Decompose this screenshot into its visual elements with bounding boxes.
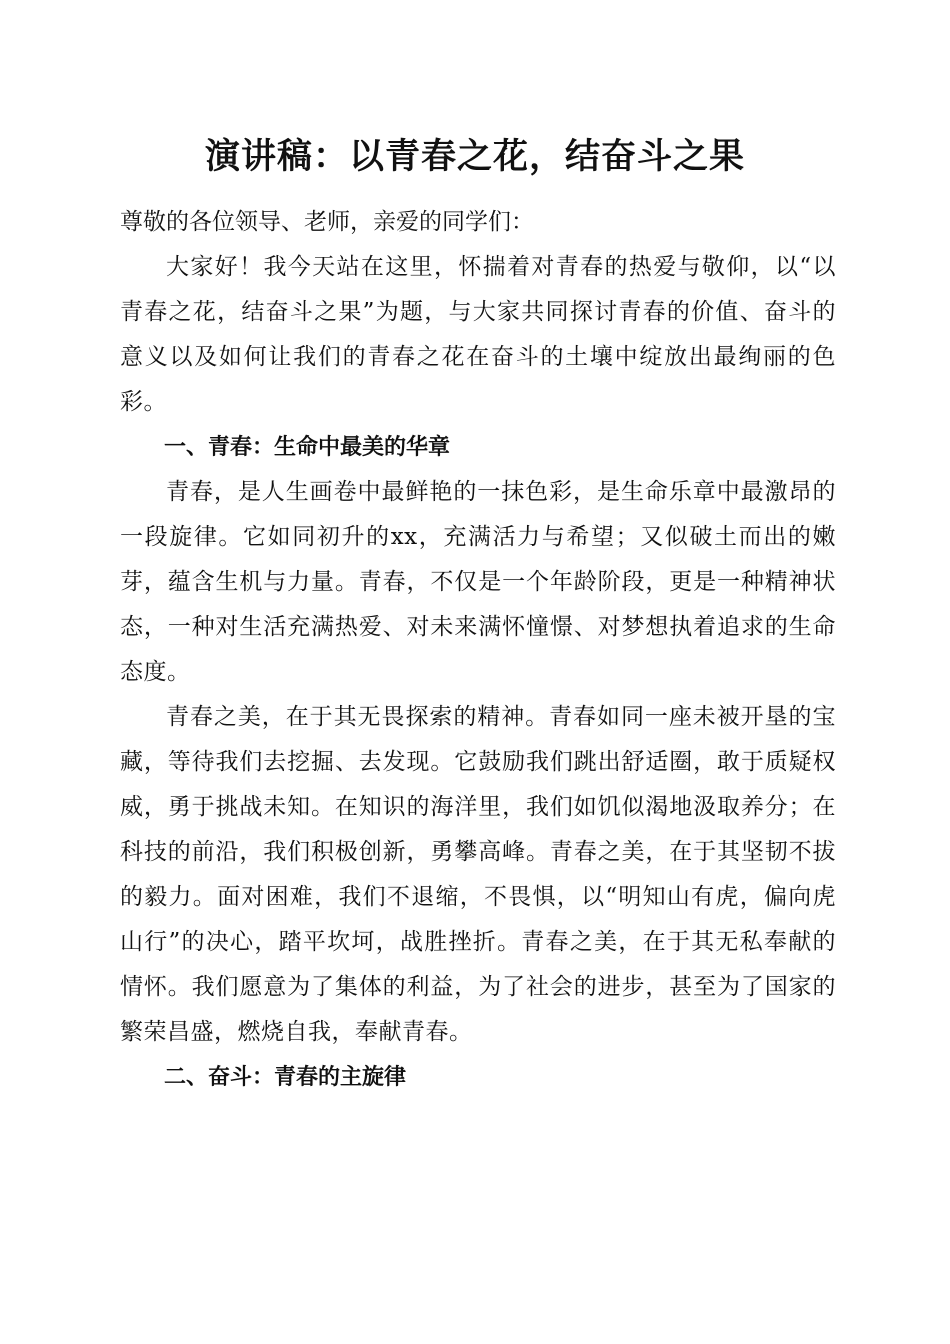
section1-paragraph-2: 青春之美，在于其无畏探索的精神。青春如同一座未被开垦的宝藏，等待我们去挖掘、去发现。它鼓励我们跳出舒适圈，敢于质疑权威，勇于挑战未知。在知识的海洋里，我们如饥似渴地汲取养分；在科技的前沿，我们积极创新，勇攀高峰。青春之美，在于其坚韧不拔的毅力。面对困难，我们不退缩，不畏惧，以“明知山有虎，偏向虎山行”的决心，踏平坎坷，战胜挫折。青春之美，在于其无私奉献的情怀。我们愿意为了集体的利益，为了社会的进步，甚至为了国家的繁荣昌盛，燃烧自我，奉献青春。	[120, 704, 836, 1045]
section1-paragraph-1: 青春，是人生画卷中最鲜艳的一抹色彩，是生命乐章中最激昂的一段旋律。它如同初升的xx，充满活力与希望；又似破土而出的嫩芽，蕴含生机与力量。青春，不仅是一个年龄阶段，更是一种精神状态，一种对生活充满热爱、对未来满怀憧憬、对梦想执着追求的生命态度。	[120, 479, 836, 685]
intro-paragraph: 大家好！我今天站在这里，怀揣着对青春的热爱与敬仰，以“以青春之花，结奋斗之果”为题，与大家共同探讨青春的价值、奋斗的意义以及如何让我们的青春之花在奋斗的土壤中绽放出最绚丽的色彩。	[120, 254, 836, 415]
document-title: 演讲稿：以青春之花，结奋斗之果	[204, 136, 745, 177]
salutation: 尊敬的各位领导、老师，亲爱的同学们：	[120, 209, 534, 235]
document-body	[120, 200, 836, 1100]
section-heading-1: 一、青春：生命中最美的华章	[164, 435, 451, 460]
section-heading-2: 二、奋斗：青春的主旋律	[164, 1065, 407, 1090]
